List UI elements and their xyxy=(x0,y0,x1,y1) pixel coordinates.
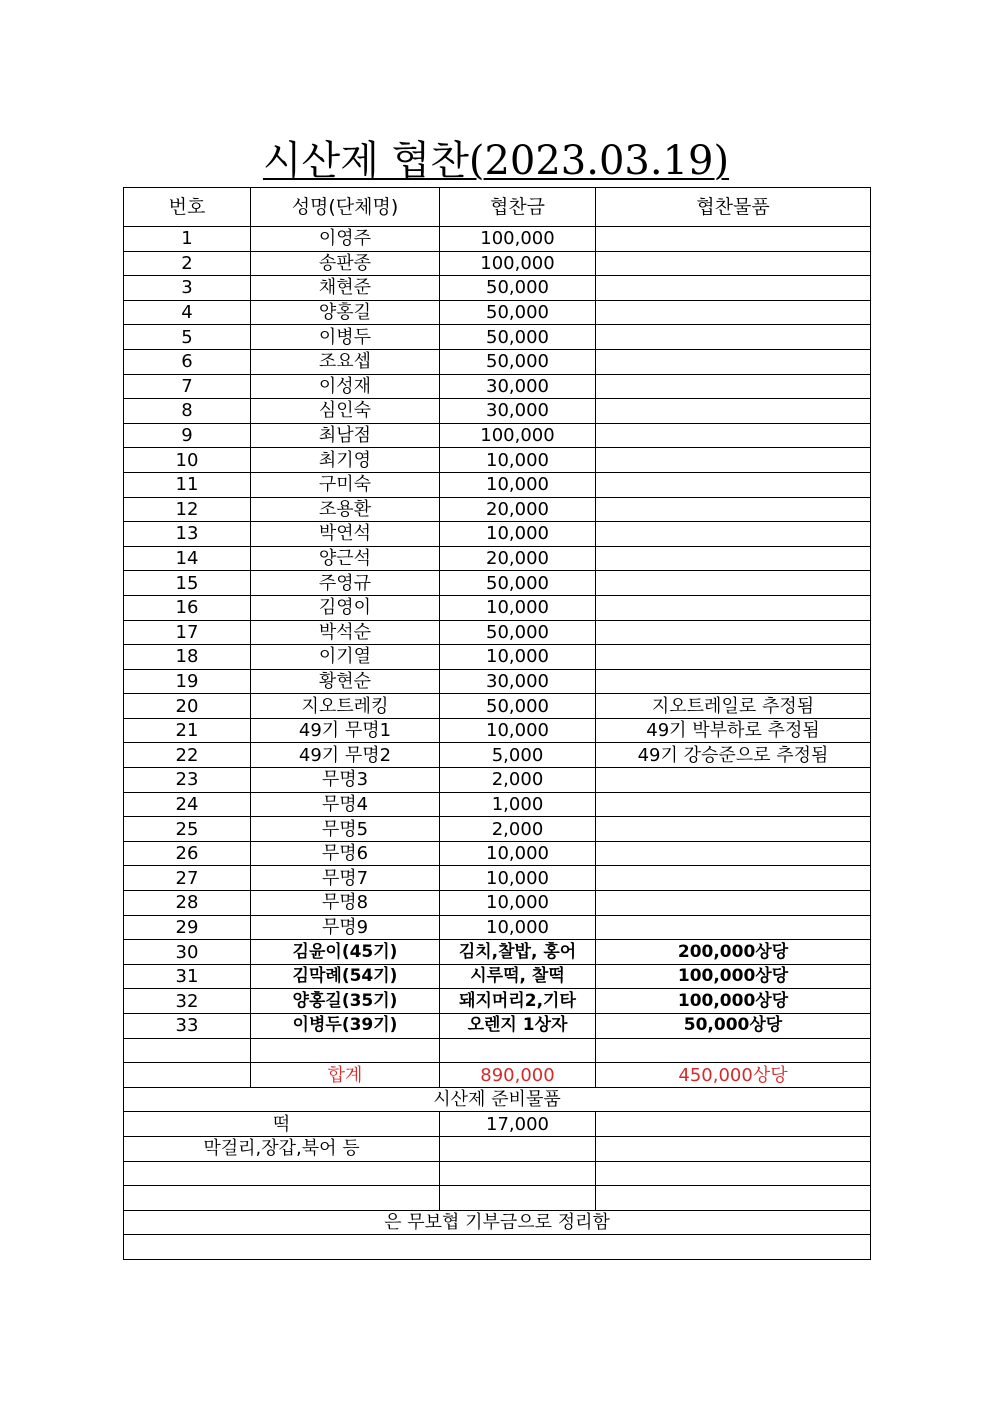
row-name: 무명6 xyxy=(251,841,440,866)
prep-empty-row xyxy=(124,1161,871,1186)
row-amount: 100,000 xyxy=(440,423,596,448)
row-amount: 50,000 xyxy=(440,349,596,374)
row-name: 김막례(54기) xyxy=(251,964,440,989)
row-amount: 100,000 xyxy=(440,227,596,252)
row-amount: 100,000 xyxy=(440,251,596,276)
empty-cell xyxy=(124,1161,440,1186)
row-amount: 50,000 xyxy=(440,325,596,350)
table-row xyxy=(124,645,871,670)
table-row xyxy=(124,768,871,793)
row-item xyxy=(596,571,871,596)
row-goods-value: 200,000상당 xyxy=(596,940,871,965)
table-row xyxy=(124,571,871,596)
table-row xyxy=(124,522,871,547)
table-row xyxy=(124,349,871,374)
header-item: 협찬물품 xyxy=(596,188,871,227)
table-row xyxy=(124,546,871,571)
row-item xyxy=(596,349,871,374)
row-name: 최남점 xyxy=(251,423,440,448)
row-amount: 20,000 xyxy=(440,497,596,522)
header-amount: 협찬금 xyxy=(440,188,596,227)
row-number: 32 xyxy=(124,989,251,1014)
empty-cell xyxy=(251,1038,440,1063)
row-amount: 20,000 xyxy=(440,546,596,571)
row-amount: 2,000 xyxy=(440,817,596,842)
table-row xyxy=(124,620,871,645)
row-name: 이영주 xyxy=(251,227,440,252)
row-name: 무명7 xyxy=(251,866,440,891)
table-row xyxy=(124,817,871,842)
row-item xyxy=(596,325,871,350)
document-title-text: 시산제 협찬(2023.03.19) xyxy=(262,138,730,184)
table-row xyxy=(124,964,871,989)
row-name: 양홍길(35기) xyxy=(251,989,440,1014)
row-amount: 10,000 xyxy=(440,891,596,916)
row-item xyxy=(596,522,871,547)
row-amount: 50,000 xyxy=(440,694,596,719)
row-goods: 김치,찰밥, 홍어 xyxy=(440,940,596,965)
row-amount: 10,000 xyxy=(440,595,596,620)
row-number: 6 xyxy=(124,349,251,374)
row-amount: 10,000 xyxy=(440,866,596,891)
row-item xyxy=(596,595,871,620)
row-name: 채현준 xyxy=(251,276,440,301)
table-row xyxy=(124,497,871,522)
row-goods: 오렌지 1상자 xyxy=(440,1014,596,1039)
row-number: 13 xyxy=(124,522,251,547)
prep-name: 떡 xyxy=(124,1112,440,1137)
row-number: 12 xyxy=(124,497,251,522)
row-name: 이기열 xyxy=(251,645,440,670)
row-number: 7 xyxy=(124,374,251,399)
row-amount: 10,000 xyxy=(440,841,596,866)
row-amount: 30,000 xyxy=(440,374,596,399)
row-item xyxy=(596,374,871,399)
table-row xyxy=(124,792,871,817)
table-row xyxy=(124,669,871,694)
row-item xyxy=(596,251,871,276)
prep-empty-row xyxy=(124,1186,871,1211)
row-name: 박석순 xyxy=(251,620,440,645)
row-number: 10 xyxy=(124,448,251,473)
table-row xyxy=(124,841,871,866)
empty-cell xyxy=(596,1161,871,1186)
row-name: 송판종 xyxy=(251,251,440,276)
row-item: 지오트레일로 추정됨 xyxy=(596,694,871,719)
empty-row xyxy=(124,1038,871,1063)
row-item xyxy=(596,768,871,793)
row-number: 17 xyxy=(124,620,251,645)
prep-extra xyxy=(596,1136,871,1161)
row-number: 5 xyxy=(124,325,251,350)
empty-cell xyxy=(124,1038,251,1063)
row-number: 24 xyxy=(124,792,251,817)
row-name: 주영규 xyxy=(251,571,440,596)
row-item xyxy=(596,792,871,817)
row-name: 양홍길 xyxy=(251,300,440,325)
row-amount: 10,000 xyxy=(440,915,596,940)
row-number: 3 xyxy=(124,276,251,301)
empty-cell xyxy=(124,1235,871,1260)
table-row xyxy=(124,227,871,252)
row-item xyxy=(596,817,871,842)
row-amount: 30,000 xyxy=(440,399,596,424)
table-row xyxy=(124,1014,871,1039)
row-amount: 10,000 xyxy=(440,522,596,547)
prep-amount xyxy=(440,1136,596,1161)
table-row xyxy=(124,399,871,424)
row-amount: 2,000 xyxy=(440,768,596,793)
row-amount: 10,000 xyxy=(440,448,596,473)
row-number: 1 xyxy=(124,227,251,252)
row-number: 19 xyxy=(124,669,251,694)
table-row xyxy=(124,423,871,448)
empty-cell xyxy=(596,1186,871,1211)
table-row xyxy=(124,276,871,301)
row-amount: 1,000 xyxy=(440,792,596,817)
row-amount: 50,000 xyxy=(440,300,596,325)
empty-cell xyxy=(124,1186,440,1211)
row-goods-value: 100,000상당 xyxy=(596,964,871,989)
prep-header-row xyxy=(124,1087,871,1112)
table-row xyxy=(124,989,871,1014)
row-number: 28 xyxy=(124,891,251,916)
empty-cell xyxy=(440,1038,596,1063)
row-number: 4 xyxy=(124,300,251,325)
row-item xyxy=(596,497,871,522)
total-label: 합계 xyxy=(251,1063,440,1088)
header-row xyxy=(124,188,871,227)
row-item: 49기 박부하로 추정됨 xyxy=(596,718,871,743)
row-item xyxy=(596,423,871,448)
row-name: 최기영 xyxy=(251,448,440,473)
empty-row xyxy=(124,1235,871,1260)
row-amount: 10,000 xyxy=(440,718,596,743)
row-number: 16 xyxy=(124,595,251,620)
prep-row xyxy=(124,1112,871,1137)
row-number: 29 xyxy=(124,915,251,940)
row-item xyxy=(596,546,871,571)
row-item xyxy=(596,669,871,694)
row-number: 23 xyxy=(124,768,251,793)
row-number: 20 xyxy=(124,694,251,719)
row-number: 18 xyxy=(124,645,251,670)
table-row xyxy=(124,325,871,350)
table-row xyxy=(124,694,871,719)
row-name: 이성재 xyxy=(251,374,440,399)
total-blank xyxy=(124,1063,251,1088)
document-title xyxy=(0,138,992,184)
row-item xyxy=(596,645,871,670)
table-row xyxy=(124,866,871,891)
row-number: 22 xyxy=(124,743,251,768)
row-amount: 5,000 xyxy=(440,743,596,768)
empty-cell xyxy=(440,1186,596,1211)
row-amount: 50,000 xyxy=(440,620,596,645)
row-name: 구미숙 xyxy=(251,472,440,497)
row-goods-value: 50,000상당 xyxy=(596,1014,871,1039)
row-goods: 시루떡, 찰떡 xyxy=(440,964,596,989)
table-row xyxy=(124,743,871,768)
row-number: 2 xyxy=(124,251,251,276)
prep-row xyxy=(124,1136,871,1161)
sponsorship-table xyxy=(123,187,871,1260)
row-number: 14 xyxy=(124,546,251,571)
row-item xyxy=(596,841,871,866)
row-name: 무명3 xyxy=(251,768,440,793)
table-row xyxy=(124,448,871,473)
row-amount: 10,000 xyxy=(440,472,596,497)
empty-cell xyxy=(440,1161,596,1186)
total-row xyxy=(124,1063,871,1088)
row-name: 김영이 xyxy=(251,595,440,620)
row-item xyxy=(596,472,871,497)
total-item: 450,000상당 xyxy=(596,1063,871,1088)
total-amount: 890,000 xyxy=(440,1063,596,1088)
row-name: 박연석 xyxy=(251,522,440,547)
row-name: 조용환 xyxy=(251,497,440,522)
row-item xyxy=(596,448,871,473)
row-item xyxy=(596,891,871,916)
table-row xyxy=(124,251,871,276)
header-name: 성명(단체명) xyxy=(251,188,440,227)
row-amount: 10,000 xyxy=(440,645,596,670)
table-row xyxy=(124,472,871,497)
row-number: 27 xyxy=(124,866,251,891)
row-item xyxy=(596,276,871,301)
table-row xyxy=(124,940,871,965)
row-goods-value: 100,000상당 xyxy=(596,989,871,1014)
row-item xyxy=(596,227,871,252)
row-item xyxy=(596,620,871,645)
row-number: 8 xyxy=(124,399,251,424)
row-number: 21 xyxy=(124,718,251,743)
row-item xyxy=(596,915,871,940)
table-row xyxy=(124,300,871,325)
prep-amount: 17,000 xyxy=(440,1112,596,1137)
table-row xyxy=(124,891,871,916)
row-name: 심인숙 xyxy=(251,399,440,424)
row-name: 무명8 xyxy=(251,891,440,916)
note-text: 은 무보협 기부금으로 정리함 xyxy=(124,1210,871,1235)
row-item xyxy=(596,399,871,424)
row-number: 26 xyxy=(124,841,251,866)
row-name: 이병두 xyxy=(251,325,440,350)
row-item: 49기 강승준으로 추정됨 xyxy=(596,743,871,768)
row-name: 조요셉 xyxy=(251,349,440,374)
header-number: 번호 xyxy=(124,188,251,227)
table-row xyxy=(124,915,871,940)
row-name: 49기 무명1 xyxy=(251,718,440,743)
row-item xyxy=(596,866,871,891)
row-amount: 50,000 xyxy=(440,276,596,301)
row-name: 49기 무명2 xyxy=(251,743,440,768)
row-name: 양근석 xyxy=(251,546,440,571)
prep-name: 막걸리,장갑,북어 등 xyxy=(124,1136,440,1161)
row-name: 무명5 xyxy=(251,817,440,842)
row-name: 지오트레킹 xyxy=(251,694,440,719)
row-name: 이병두(39기) xyxy=(251,1014,440,1039)
table-row xyxy=(124,718,871,743)
row-name: 무명9 xyxy=(251,915,440,940)
empty-cell xyxy=(596,1038,871,1063)
note-row xyxy=(124,1210,871,1235)
prep-extra xyxy=(596,1112,871,1137)
table-row xyxy=(124,595,871,620)
row-number: 31 xyxy=(124,964,251,989)
row-number: 15 xyxy=(124,571,251,596)
row-number: 25 xyxy=(124,817,251,842)
table-row xyxy=(124,374,871,399)
row-item xyxy=(596,300,871,325)
row-name: 무명4 xyxy=(251,792,440,817)
row-number: 11 xyxy=(124,472,251,497)
row-number: 33 xyxy=(124,1014,251,1039)
row-amount: 50,000 xyxy=(440,571,596,596)
row-number: 30 xyxy=(124,940,251,965)
row-name: 황현순 xyxy=(251,669,440,694)
row-number: 9 xyxy=(124,423,251,448)
row-name: 김윤이(45기) xyxy=(251,940,440,965)
row-amount: 30,000 xyxy=(440,669,596,694)
prep-header: 시산제 준비물품 xyxy=(124,1087,871,1112)
row-goods: 돼지머리2,기타 xyxy=(440,989,596,1014)
